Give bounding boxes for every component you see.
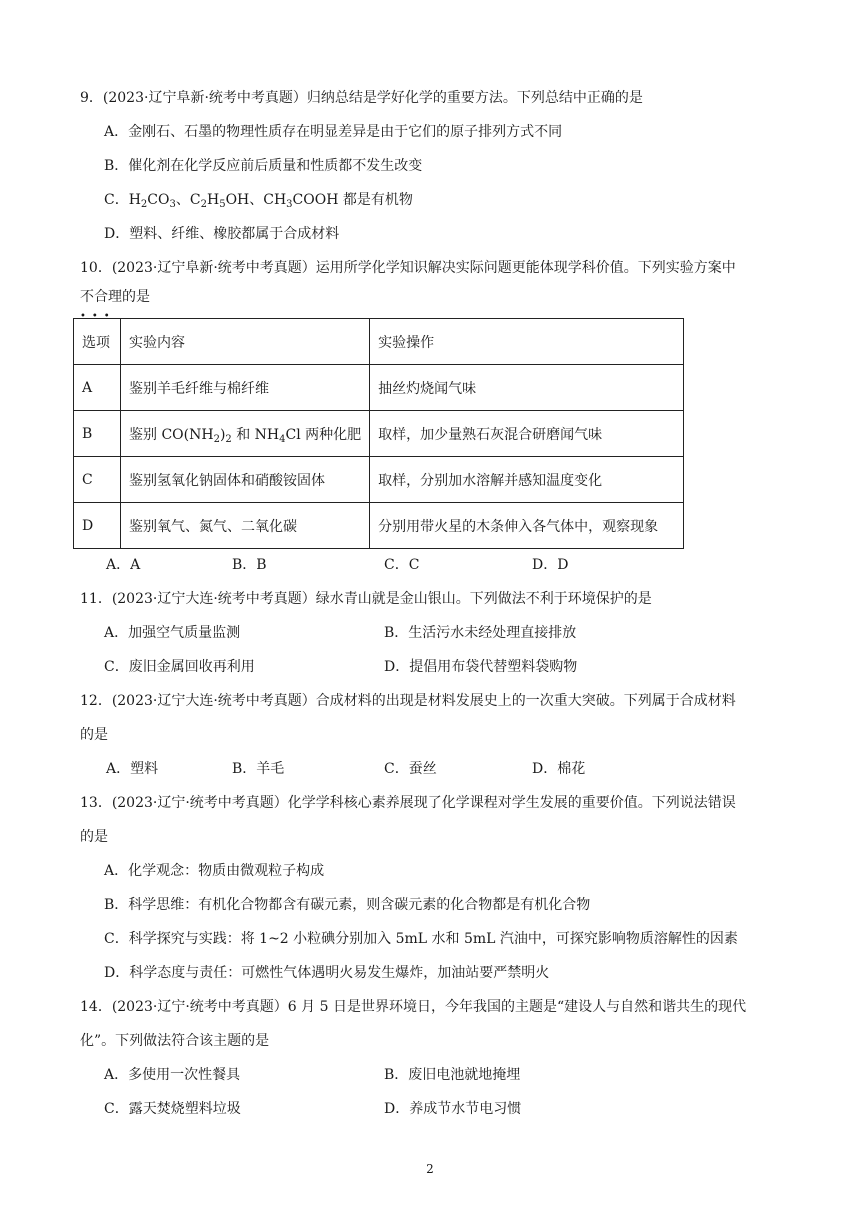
q10-option-b: B．B: [232, 557, 267, 573]
table-cell: 分别用带火星的木条伸入各气体中，观察现象: [370, 503, 684, 549]
cell-sub: 2: [213, 433, 220, 445]
q13-option-b: B．科学思维：有机化合物都含有碳元素，则含碳元素的化合物都是有机化合物: [104, 897, 591, 913]
q9-stem: 9．(2023·辽宁阜新·统考中考真题）归纳总结是学好化学的重要方法。下列总结中正确的是: [80, 90, 643, 106]
q9-c-text: H: [206, 192, 220, 208]
q14-stem: 14．(2023·辽宁·统考中考真题）6 月 5 日是世界环境日，今年我国的主题是“建设人与自然和谐共生的现代: [80, 999, 747, 1015]
emphasis-dots: •••: [80, 311, 116, 322]
table-cell: [121, 411, 370, 457]
q9-option-d: D．塑料、纤维、橡胶都属于合成材料: [104, 226, 340, 242]
q14-option-c: C．露天焚烧塑料垃圾: [104, 1101, 241, 1117]
q12-option-b: B．羊毛: [232, 761, 285, 777]
table-cell: A: [74, 365, 121, 411]
header-cell: 实验内容: [121, 319, 370, 365]
page-number: 2: [426, 1162, 434, 1176]
q9-c-text: 、C: [175, 192, 201, 208]
q9-c-text: COOH 都是有机物: [292, 192, 413, 208]
q10-option-c: C．C: [384, 557, 420, 573]
q9-c-text: C．H: [104, 192, 141, 208]
table-cell: D: [74, 503, 121, 549]
q9-option-b: B．催化剂在化学反应前后质量和性质都不发生改变: [104, 158, 423, 174]
q11-option-a: A．加强空气质量监测: [104, 625, 241, 641]
table-row: [74, 365, 684, 411]
q14-option-b: B．废旧电池就地掩埋: [384, 1067, 521, 1083]
cell-text: Cl 两种化肥: [285, 426, 362, 443]
q13-stem: 13．(2023·辽宁·统考中考真题）化学学科核心素养展现了化学课程对学生发展的重要价值。下列说法错误: [80, 795, 736, 811]
q11-option-d: D．提倡用布袋代替塑料袋购物: [384, 659, 578, 675]
q11-option-c: C．废旧金属回收再利用: [104, 659, 255, 675]
table-cell: 取样，分别加水溶解并感知温度变化: [370, 457, 684, 503]
q9-c-sub: 3: [169, 199, 176, 210]
q13-stem-line2: 的是: [80, 829, 108, 845]
q13-option-d: D．科学态度与责任：可燃性气体遇明火易发生爆炸，加油站要严禁明火: [104, 965, 550, 981]
q10-option-d: D．D: [532, 557, 569, 573]
cell-text: 鉴别 CO(NH: [129, 426, 214, 443]
cell-sub: 2: [225, 433, 232, 445]
table-cell: 鉴别氢氧化钠固体和硝酸铵固体: [121, 457, 370, 503]
q12-option-a: A．塑料: [106, 761, 159, 777]
q9-c-text: CO: [147, 192, 170, 208]
q10-emphasis: 不合理: [80, 289, 122, 305]
q13-option-a: A．化学观念：物质由微观粒子构成: [104, 863, 325, 879]
q14-option-d: D．养成节水节电习惯: [384, 1101, 522, 1117]
header-cell: 选项: [74, 319, 121, 365]
table-cell: C: [74, 457, 121, 503]
table-cell: 取样，加少量熟石灰混合研磨闻气味: [370, 411, 684, 457]
q9-option-c: [104, 190, 413, 210]
q9-c-sub: 2: [200, 199, 207, 210]
q11-option-b: B．生活污水未经处理直接排放: [384, 625, 577, 641]
q9-c-sub: 5: [219, 199, 226, 210]
q14-stem-line2: 化”。下列做法符合该主题的是: [80, 1033, 270, 1049]
q12-stem: 12．(2023·辽宁大连·统考中考真题）合成材料的出现是材料发展史上的一次重大突破。下列属于合成材料: [80, 693, 736, 709]
table-cell: 鉴别氧气、氮气、二氧化碳: [121, 503, 370, 549]
q10-stem-rest: 的是: [122, 289, 150, 305]
q14-option-a: A．多使用一次性餐具: [104, 1067, 241, 1083]
table-cell: 鉴别羊毛纤维与棉纤维: [121, 365, 370, 411]
q11-stem: 11．(2023·辽宁大连·统考中考真题）绿水青山就是金山银山。下列做法不利于环境保护的是: [80, 591, 652, 607]
q10-option-a: A．A: [106, 557, 141, 573]
q10-stem-line2: [80, 287, 150, 307]
q9-option-a: A．金刚石、石墨的物理性质存在明显差异是由于它们的原子排列方式不同: [104, 124, 563, 140]
table-row: [74, 503, 684, 549]
q13-option-c: C．科学探究与实践：将 1~2 小粒碘分别加入 5mL 水和 5mL 汽油中，可探究影响物质溶解性的因素: [104, 931, 738, 947]
table-cell: 抽丝灼烧闻气味: [370, 365, 684, 411]
experiment-table: [73, 318, 684, 549]
table-row: [74, 457, 684, 503]
table-header-row: [74, 319, 684, 365]
q9-c-text: OH、CH: [225, 192, 287, 208]
table-row: [74, 411, 684, 457]
q12-option-d: D．棉花: [532, 761, 586, 777]
q10-stem: 10．(2023·辽宁阜新·统考中考真题）运用所学化学知识解决实际问题更能体现学科价值。下列实验方案中: [80, 260, 736, 276]
q12-option-c: C．蚕丝: [384, 761, 437, 777]
table-cell: B: [74, 411, 121, 457]
q9-c-sub: 2: [140, 199, 148, 210]
q12-stem-line2: 的是: [80, 727, 108, 743]
cell-text: 和 NH: [231, 426, 280, 443]
header-cell: 实验操作: [370, 319, 684, 365]
q9-c-sub: 3: [286, 199, 293, 210]
cell-text: ): [219, 426, 226, 443]
cell-sub: 4: [279, 433, 286, 445]
